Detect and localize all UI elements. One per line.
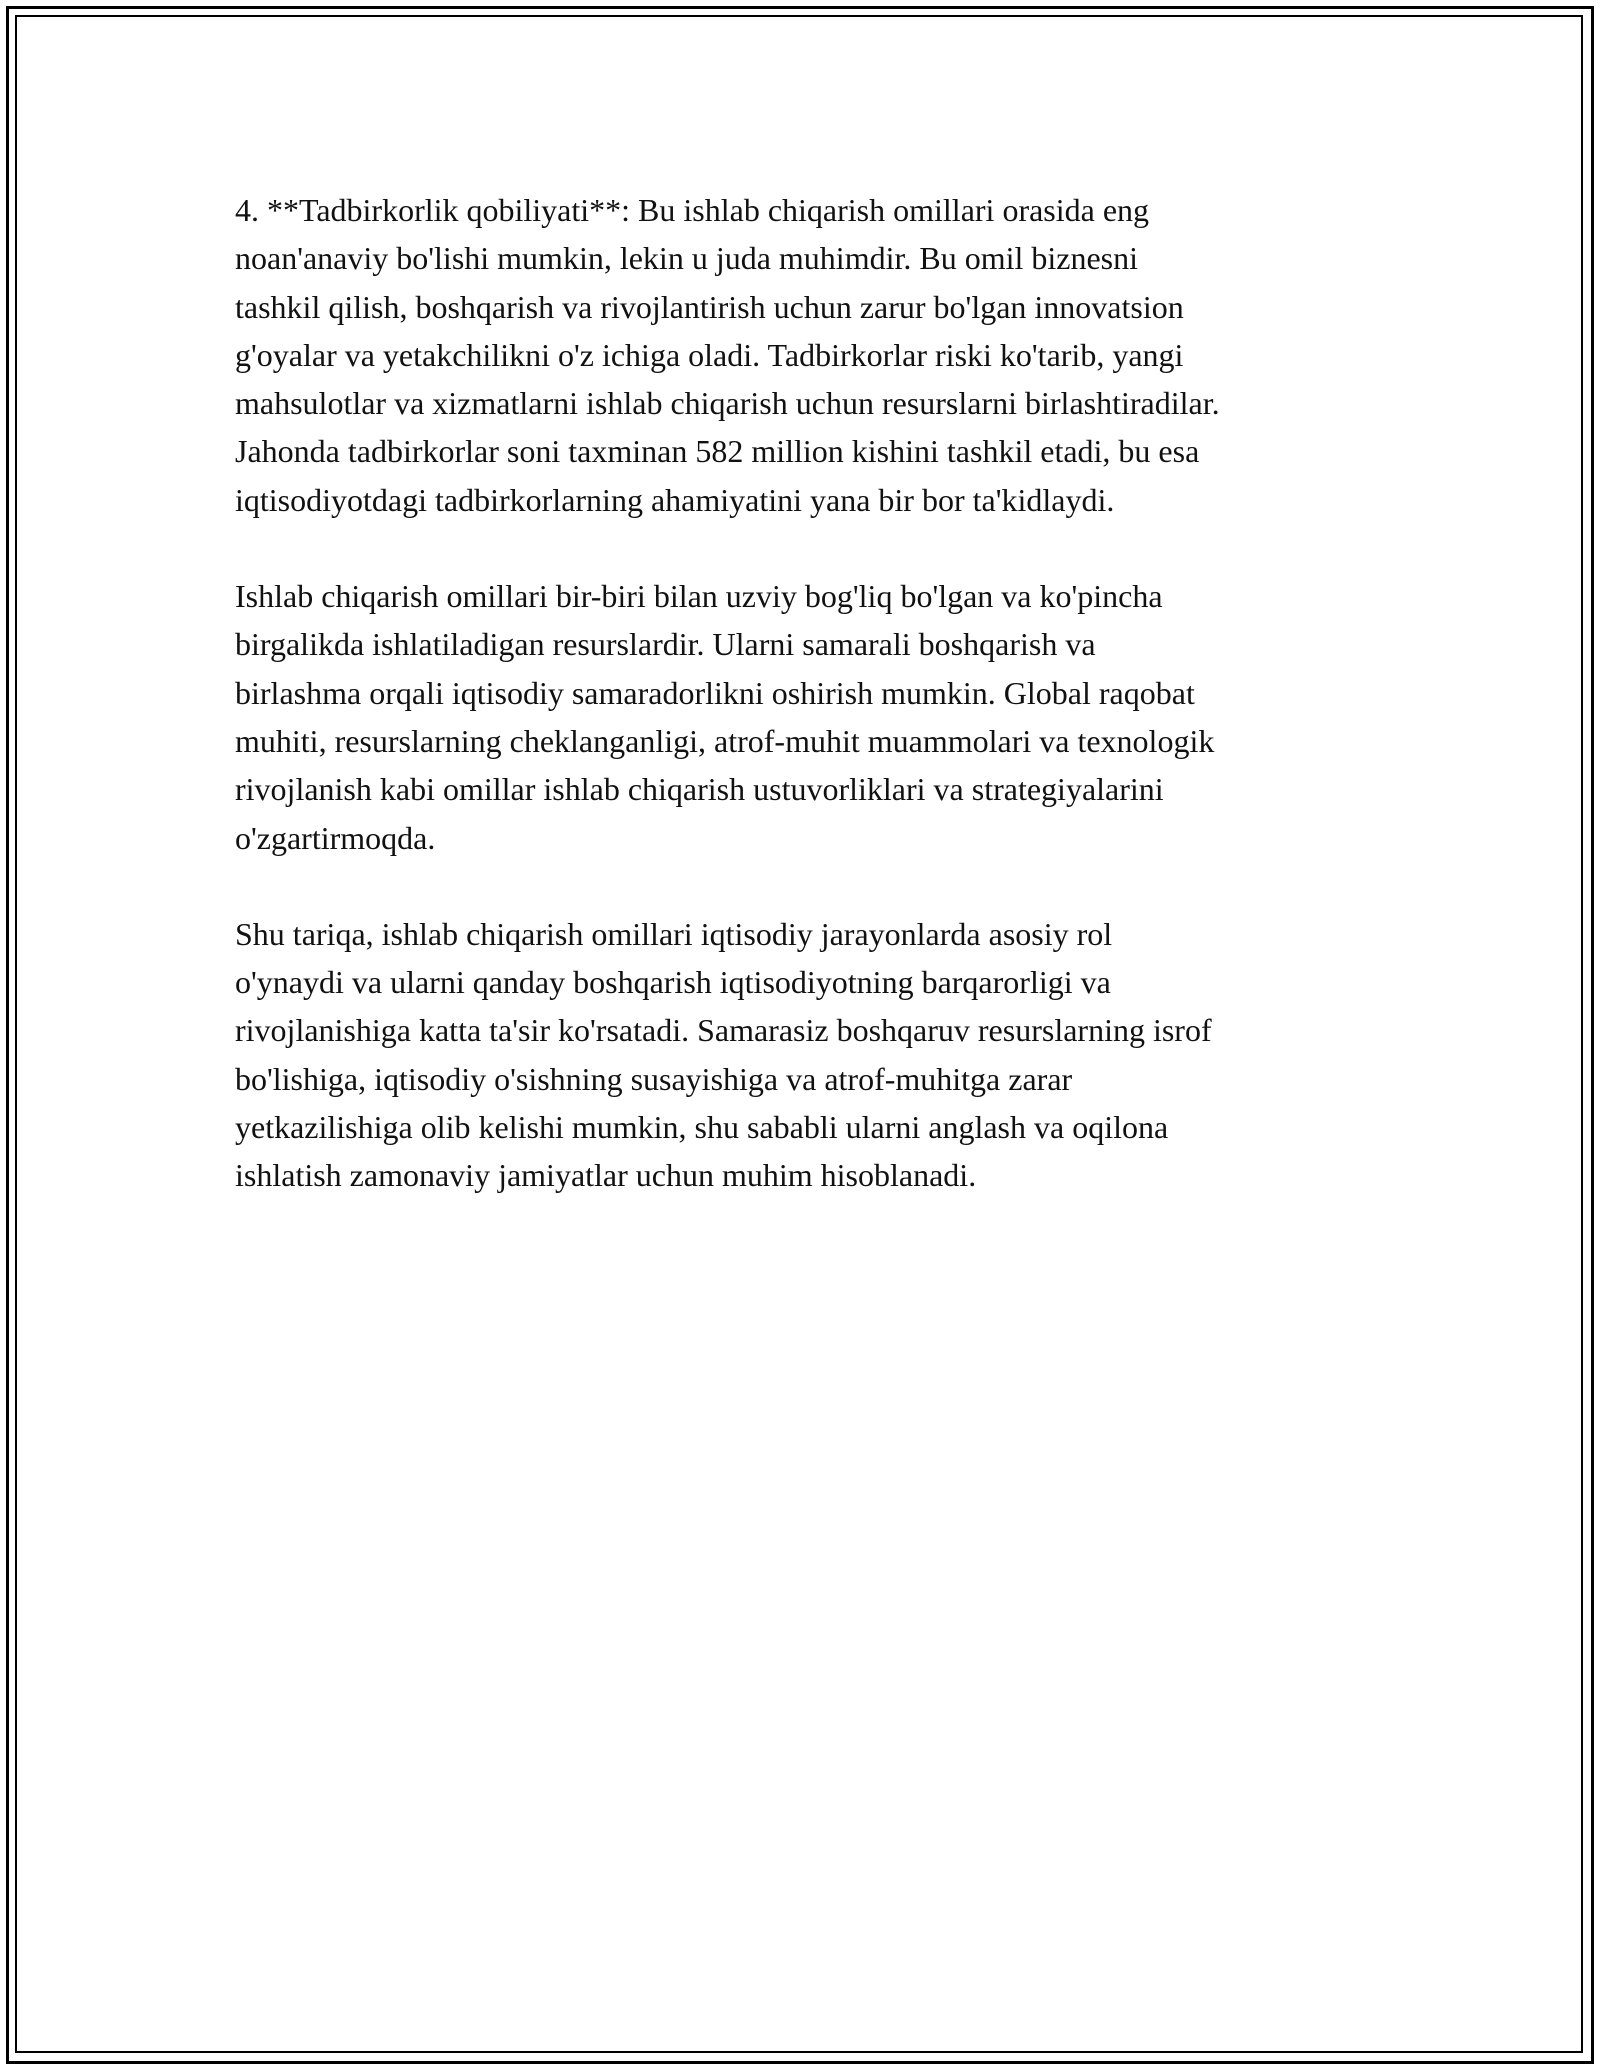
text-line: noan'anaviy bo'lishi mumkin, lekin u juda muhimdir. Bu omil biznesni [235, 240, 1139, 277]
text-line: birgalikda ishlatiladigan resurslardir. Ularni samarali boshqarish va [235, 626, 1096, 663]
text-line: o'zgartirmoqda. [235, 819, 436, 856]
text-line: yetkazilishiga olib kelishi mumkin, shu sababli ularni anglash va oqilona [235, 1109, 1169, 1146]
text-line: o'ynaydi va ularni qanday boshqarish iqtisodiyotning barqarorligi va [235, 964, 1111, 1001]
text-line: Ishlab chiqarish omillari bir-biri bilan uzviy bog'liq bo'lgan va ko'pincha [235, 578, 1163, 615]
document-body [235, 186, 1380, 1248]
text-line: Jahonda tadbirkorlar soni taxminan 582 million kishini tashkil etadi, bu esa [235, 433, 1200, 470]
text-line: 4. **Tadbirkorlik qobiliyati**: Bu ishlab chiqarish omillari orasida eng [235, 192, 1150, 228]
text-line: g'oyalar va yetakchilikni o'z ichiga oladi. Tadbirkorlar riski ko'tarib, yangi [235, 336, 1184, 373]
text-line: mahsulotlar va xizmatlarni ishlab chiqarish uchun resurslarni birlashtiradilar. [235, 385, 1220, 422]
text-line: iqtisodiyotdagi tadbirkorlarning ahamiyatini yana bir bor ta'kidlaydi. [235, 481, 1115, 518]
text-line: bo'lishiga, iqtisodiy o'sishning susayishiga va atrof-muhitga zarar [235, 1060, 1073, 1097]
paragraph-entrepreneurship [235, 186, 1380, 524]
text-line: rivojlanish kabi omillar ishlab chiqarish ustuvorliklari va strategiyalarini [235, 771, 1164, 808]
paragraph-conclusion [235, 910, 1380, 1200]
text-line: rivojlanishiga katta ta'sir ko'rsatadi. Samarasiz boshqaruv resurslarning isrof [235, 1012, 1212, 1049]
text-line: muhiti, resurslarning cheklanganligi, atrof-muhit muammolari va texnologik [235, 722, 1215, 759]
text-line: Shu tariqa, ishlab chiqarish omillari iqtisodiy jarayonlarda asosiy rol [235, 915, 1113, 952]
paragraph-interdependence [235, 572, 1380, 862]
text-line: ishlatish zamonaviy jamiyatlar uchun muhim hisoblanadi. [235, 1157, 977, 1194]
text-line: tashkil qilish, boshqarish va rivojlantirish uchun zarur bo'lgan innovatsion [235, 288, 1184, 325]
text-line: birlashma orqali iqtisodiy samaradorlikni oshirish mumkin. Global raqobat [235, 674, 1195, 711]
